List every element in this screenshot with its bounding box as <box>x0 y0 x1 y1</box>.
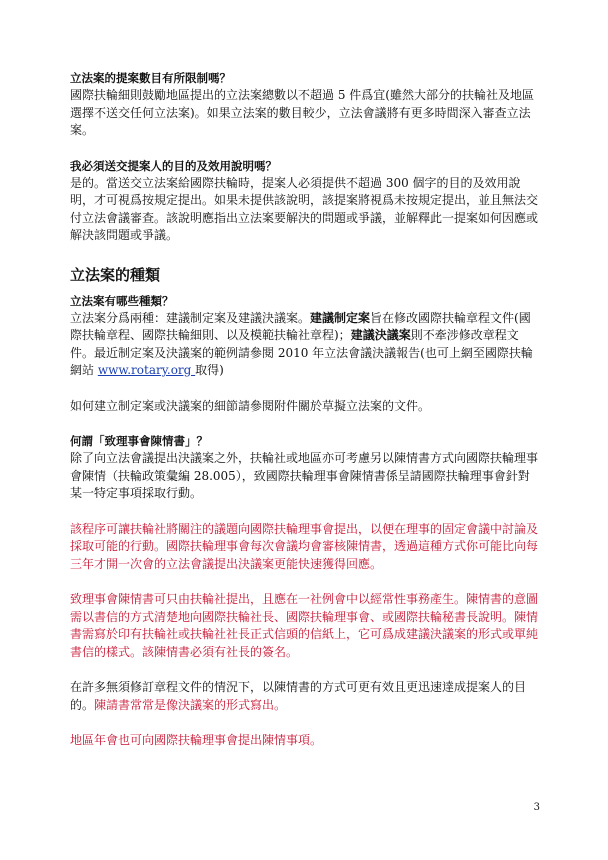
district-conference-paragraph: 地區年會也可向國際扶輪理事會提出陳情事項。 <box>70 733 323 747</box>
question-purpose-title: 我必須送交提案人的目的及效用說明嗎？ <box>70 158 277 173</box>
answer-petition: 除了向立法會議提出決議案之外，扶輪社或地區亦可考慮另以陳情書方式向國際扶輪理事會陳情（扶輪政策彙編 28.005），致國際扶輪理事會陳情書係呈請國際扶輪理事會針對某一特定事項採取行動。 <box>70 451 539 500</box>
spacer <box>70 503 540 521</box>
question-types-title: 立法案有哪些種類？ <box>70 293 174 308</box>
answer-types <box>70 310 540 380</box>
spacer <box>70 415 540 433</box>
spacer <box>70 285 540 293</box>
spacer <box>70 140 540 158</box>
petition-process-paragraph: 該程序可讓扶輪社將關注的議題向國際扶輪理事會提出，以便在理事的固定會議中討論及採取可能的行動。國際扶輪理事會每次會議均會審核陳情書，透過這種方式你可能比向每三年才開一次會的立法會議提出決議案更能快速獲得回應。 <box>70 521 539 571</box>
term-enactment: 建議制定案 <box>310 310 371 325</box>
petition-format-note: 陳請書常常是像決議案的形式寫出。 <box>94 697 287 712</box>
spacer <box>70 380 540 398</box>
page-number: 3 <box>533 802 540 813</box>
petition-requirements-paragraph: 致理事會陳情書可只由扶輪社提出，且應在一社例會中以經常性事務產生。陳情書的意圖需以書信的方式清楚地向國際扶輪社長、國際扶輪理事會、或國際扶輪秘書長說明。陳情書需寫於印有扶輪社或扶輪社社長正式信頭的信紙上，它可爲成建議決議案的形式或單純書信的樣式。該陳情書必須有社長的簽名。 <box>70 592 539 659</box>
spacer <box>70 245 540 265</box>
rotary-website-link[interactable]: www.rotary.org <box>97 363 196 377</box>
petition-efficiency-text: 在許多無須修訂章程文件的情況下，以陳情書的方式可更有效且更迅速達成提案人的目的。 <box>70 680 527 712</box>
spacer <box>70 573 540 591</box>
question-petition-title: 何謂「致理事會陳情書」？ <box>70 434 208 448</box>
spacer <box>70 714 540 732</box>
section-heading-types: 立法案的種類 <box>70 265 161 284</box>
answer-types-mid: 旨在修改國際扶輪章程文件(國際扶輪章程、國際扶輪細則、以及模範扶輪社章程)； <box>70 310 531 342</box>
answer-types-end: 則不牽涉修改章程文件。最近制定案及決議案的範例請參閱 2010 年立法會議決議報告(也可上網至國際扶輪網站 <box>70 328 533 377</box>
answer-types-start: 立法案分爲兩種：建議制定案及建議決議案。 <box>70 310 311 325</box>
answer-limit: 國際扶輪細則鼓勵地區提出的立法案總數以不超過 5 件爲宜(雖然大部分的扶輪社及地區選擇不送交任何立法案)。如果立法案的數目較少，立法會議將有更多時間深入審查立法案。 <box>70 88 534 137</box>
petition-efficiency-paragraph <box>70 679 540 714</box>
answer-types-after-link: 取得) <box>195 363 224 377</box>
attachment-note: 如何建立制定案或決議案的細節請參閱附件關於草擬立法案的文件。 <box>70 398 431 413</box>
spacer <box>70 661 540 679</box>
term-resolution: 建議決議案 <box>350 328 411 342</box>
page-content <box>70 70 540 750</box>
answer-purpose: 是的。當送交立法案給國際扶輪時，提案人必須提供不超過 300 個字的目的及效用說明，才可視爲按規定提出。如果未提供該說明，該提案將視爲未按規定提出，並且無法交付立法會議審查。該說明應指出立法案要解決的問題或爭議，並解釋此一提案如何因應或解決該問題或爭議。 <box>70 175 539 242</box>
question-limit-title: 立法案的提案數目有所限制嗎？ <box>70 71 231 85</box>
